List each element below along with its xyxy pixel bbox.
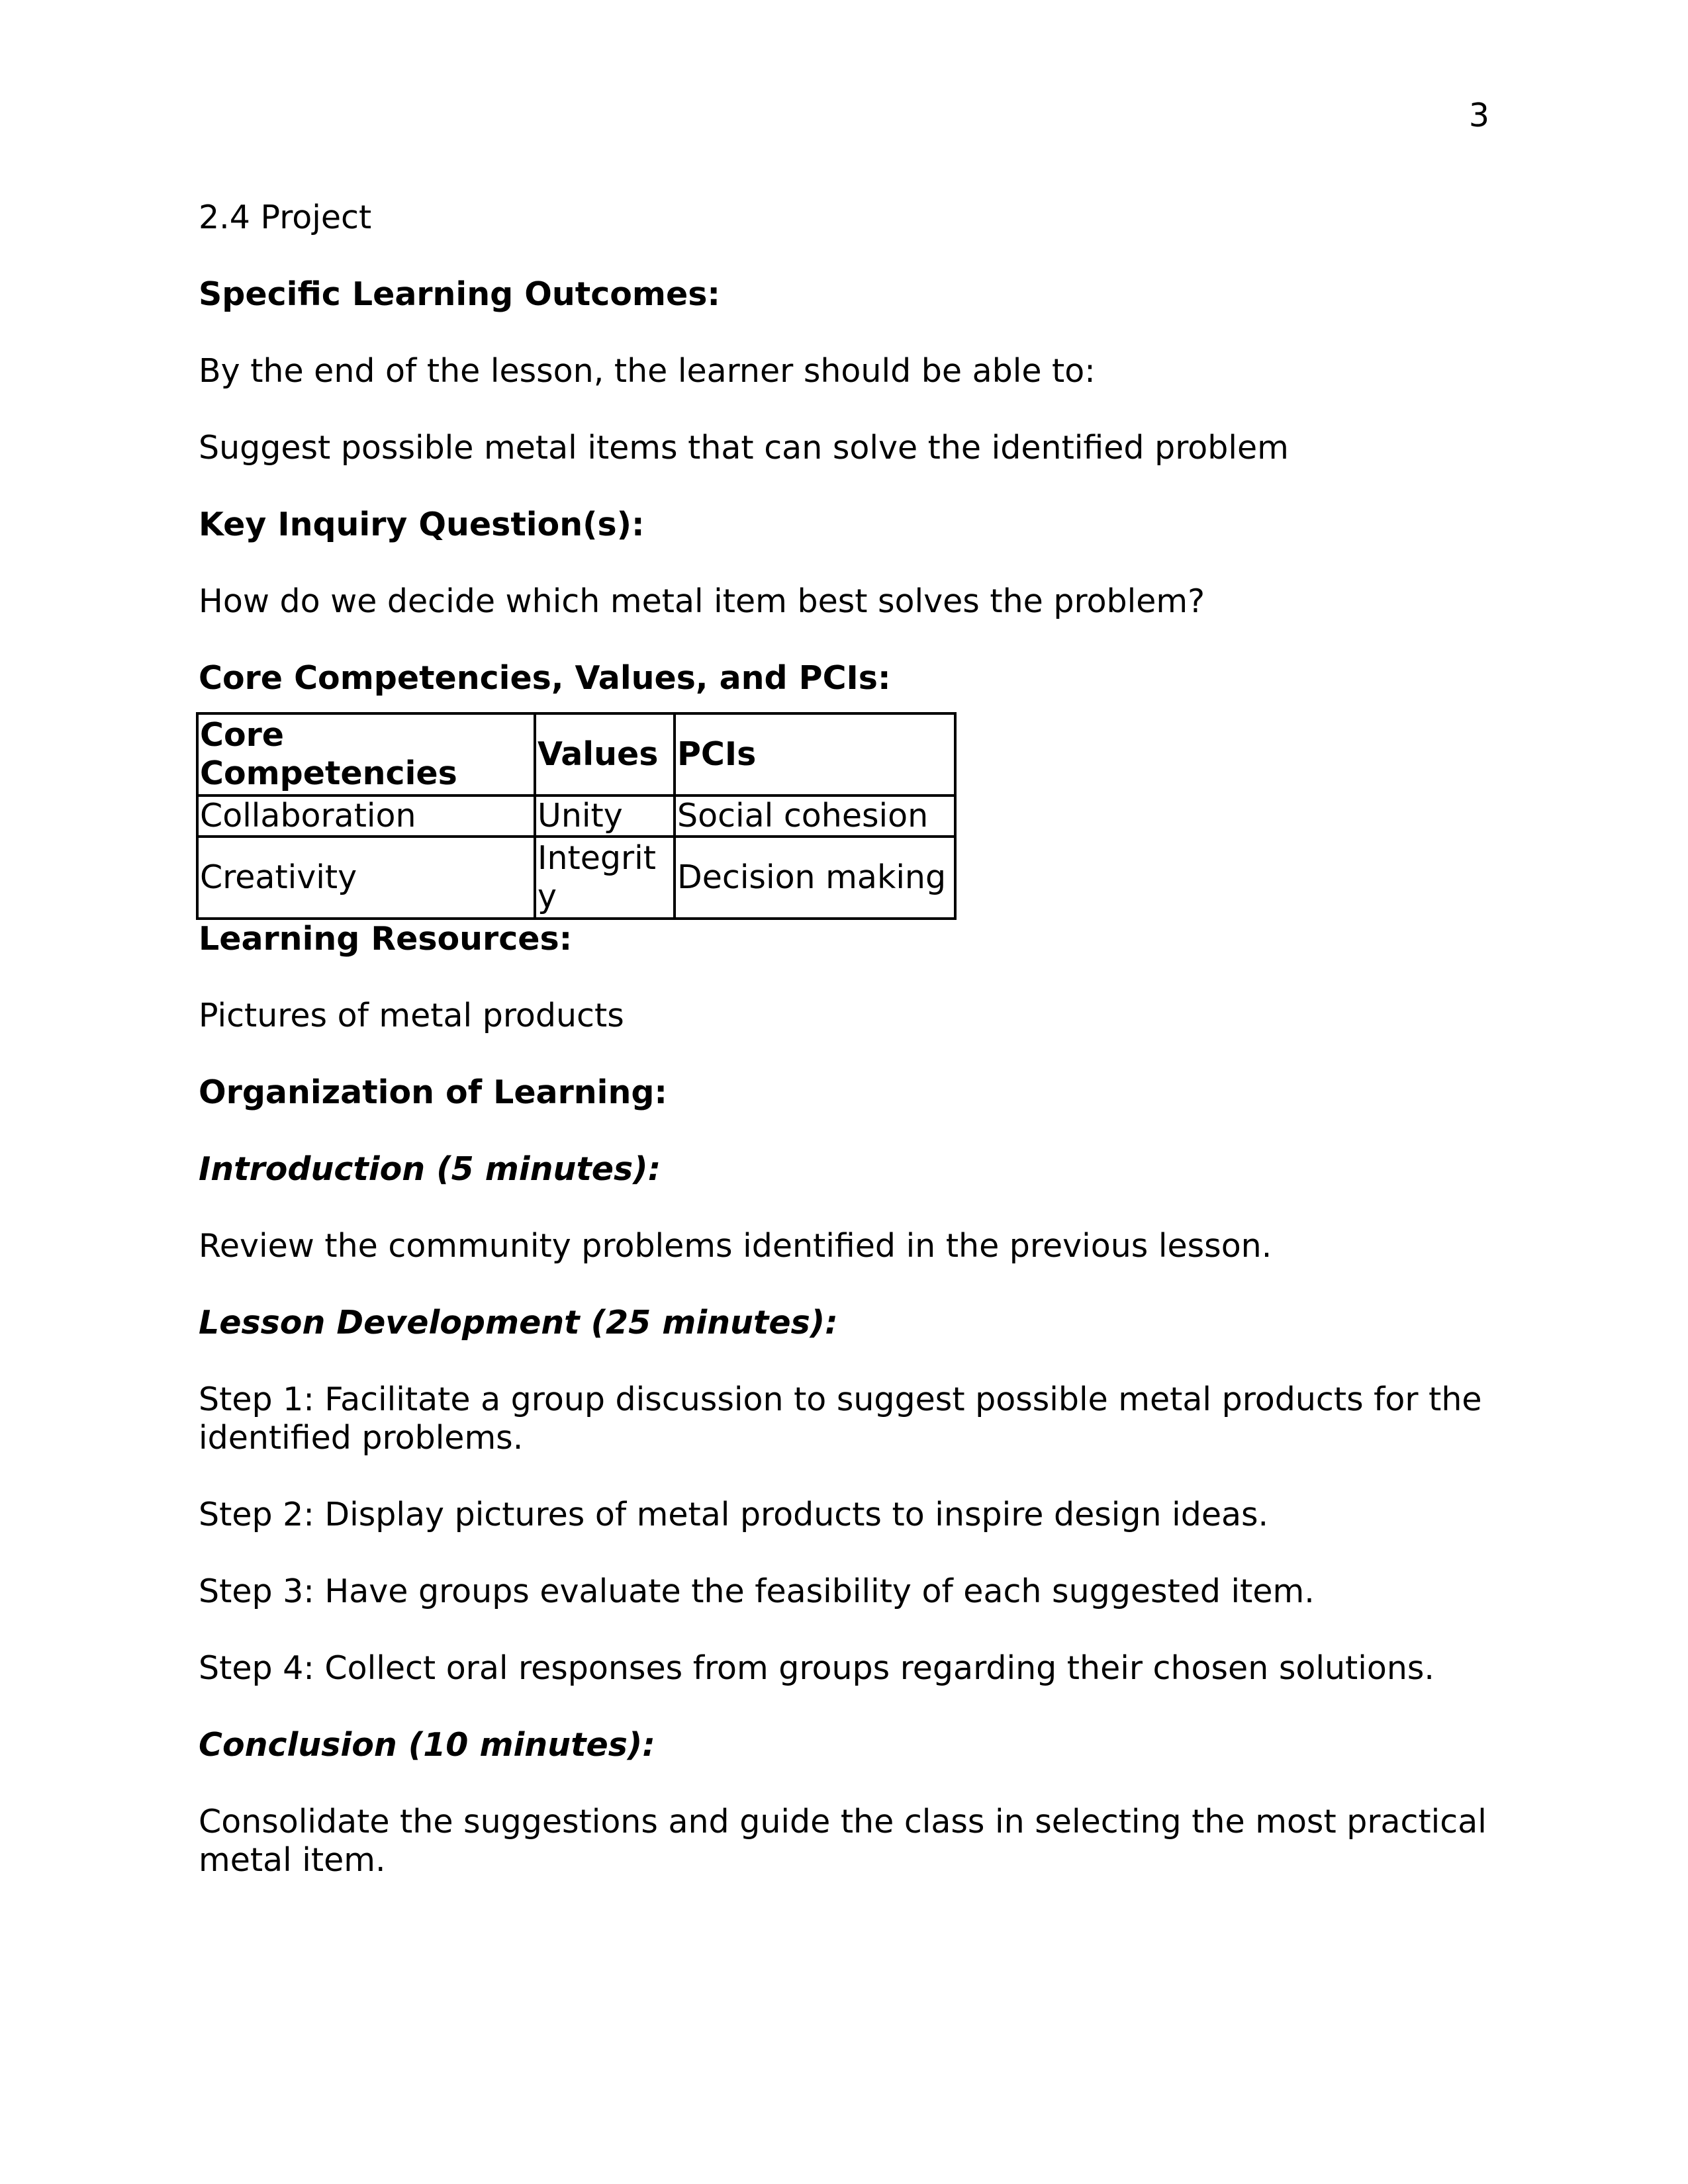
cell-competency: Collaboration bbox=[197, 796, 535, 837]
header-core-competencies: Core Competencies bbox=[197, 713, 535, 796]
competencies-heading: Core Competencies, Values, and PCIs: bbox=[199, 659, 891, 697]
conclusion-text: Consolidate the suggestions and guide the class in selecting the most practical metal item. bbox=[199, 1803, 1487, 1879]
cell-competency: Creativity bbox=[197, 837, 535, 919]
cell-value: Unity bbox=[535, 796, 675, 837]
resources-item: Pictures of metal products bbox=[199, 997, 624, 1034]
header-values: Values bbox=[535, 713, 675, 796]
step-2: Step 2: Display pictures of metal products to inspire design ideas. bbox=[199, 1496, 1269, 1533]
slo-intro: By the end of the lesson, the learner should be able to: bbox=[199, 352, 1096, 390]
header-pcis: PCIs bbox=[675, 713, 955, 796]
cell-pci: Decision making bbox=[675, 837, 955, 919]
cell-pci: Social cohesion bbox=[675, 796, 955, 837]
introduction-heading: Introduction (5 minutes): bbox=[199, 1150, 661, 1188]
competencies-table bbox=[196, 712, 957, 920]
table-header-row bbox=[197, 713, 955, 796]
slo-item: Suggest possible metal items that can solve the identified problem bbox=[199, 429, 1289, 467]
kiq-heading: Key Inquiry Question(s): bbox=[199, 506, 645, 543]
introduction-text: Review the community problems identified in the previous lesson. bbox=[199, 1227, 1272, 1265]
conclusion-heading: Conclusion (10 minutes): bbox=[199, 1726, 655, 1764]
document-body bbox=[199, 199, 1489, 1918]
page-number: 3 bbox=[1468, 97, 1489, 134]
lesson-development-heading: Lesson Development (25 minutes): bbox=[199, 1304, 838, 1342]
organization-heading: Organization of Learning: bbox=[199, 1073, 668, 1111]
step-3: Step 3: Have groups evaluate the feasibility of each suggested item. bbox=[199, 1572, 1315, 1610]
slo-heading: Specific Learning Outcomes: bbox=[199, 275, 720, 313]
table-row bbox=[197, 837, 955, 919]
step-1: Step 1: Facilitate a group discussion to suggest possible metal products for the identified problems. bbox=[199, 1381, 1482, 1457]
step-4: Step 4: Collect oral responses from groups regarding their chosen solutions. bbox=[199, 1649, 1434, 1687]
table-row bbox=[197, 796, 955, 837]
section-title: 2.4 Project bbox=[199, 199, 372, 236]
resources-heading: Learning Resources: bbox=[199, 920, 573, 958]
kiq-question: How do we decide which metal item best solves the problem? bbox=[199, 582, 1205, 620]
cell-value: Integrity bbox=[535, 837, 675, 919]
